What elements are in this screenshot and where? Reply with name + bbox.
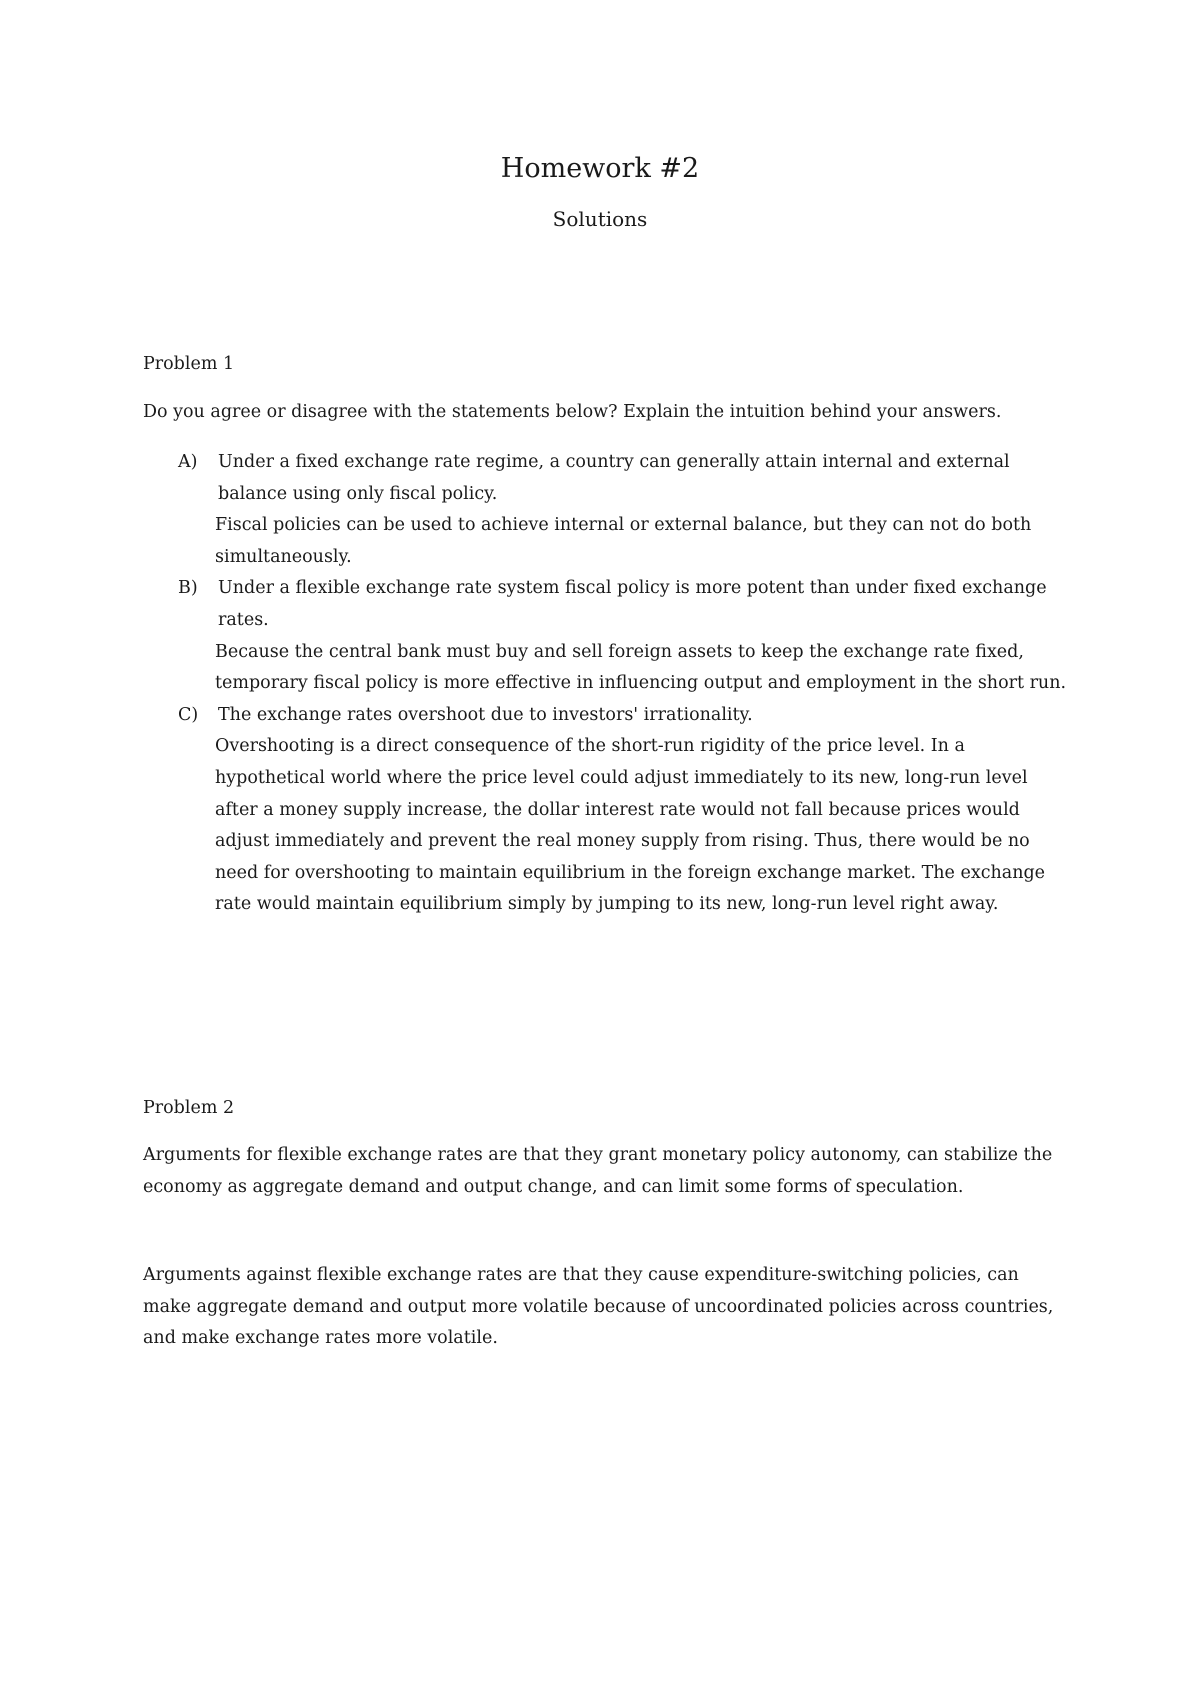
statement-b (143, 573, 1068, 699)
statement-marker: C) (178, 704, 199, 725)
statement-marker: A) (178, 452, 198, 472)
statement-answer: Fiscal policies can be used to achieve internal or external balance, but they can not do both simultaneously. (215, 515, 1032, 567)
statement-answer: Because the central bank must buy and sell foreign assets to keep the exchange rate fixed, temporary fiscal policy is more effective in influencing output and employment in the short run. (215, 641, 1067, 694)
problem-2-paragraph-against: Arguments against flexible exchange rates are that they cause expenditure-switching policies, can make aggregate demand and output more volatile because of uncoordinated policies across countries, and make exchange rates more volatile. (143, 1265, 1054, 1349)
document-subtitle: Solutions (552, 207, 648, 231)
statement-c (143, 700, 1068, 921)
statement-marker: B) (178, 578, 198, 599)
problem-1-prompt: Do you agree or disagree with the statements below? Explain the intuition behind your answers. (143, 402, 1002, 422)
statement-a (143, 447, 1068, 573)
problem-1-statements (143, 447, 1068, 921)
problem-2-paragraph-for: Arguments for flexible exchange rates are that they grant monetary policy autonomy, can stabilize the economy as aggregate demand and output change, and can limit some forms of speculation. (143, 1145, 1053, 1197)
statement-answer: Overshooting is a direct consequence of the short-run rigidity of the price level. In a hypothetical world where the price level could adjust immediately to its new, long-run level after a money supply increase, the dollar interest rate would not fall because prices would adjust immediately and prevent the real money supply from rising. Thus, there would be no need for overshooting to maintain equilibrium in the foreign exchange market. The exchange rate would maintain equilibrium simply by jumping to its new, long-run level right away. (215, 736, 1046, 915)
statement-question: Under a flexible exchange rate system fiscal policy is more potent than under fixed exchange rates. (218, 578, 1047, 630)
document-title: Homework #2 (500, 153, 700, 184)
statement-question: The exchange rates overshoot due to investors' irrationality. (218, 704, 753, 725)
problem-1-heading: Problem 1 (143, 354, 235, 374)
statement-question: Under a fixed exchange rate regime, a country can generally attain internal and external balance using only fiscal policy. (218, 452, 1010, 504)
problem-2-heading: Problem 2 (143, 1098, 235, 1118)
